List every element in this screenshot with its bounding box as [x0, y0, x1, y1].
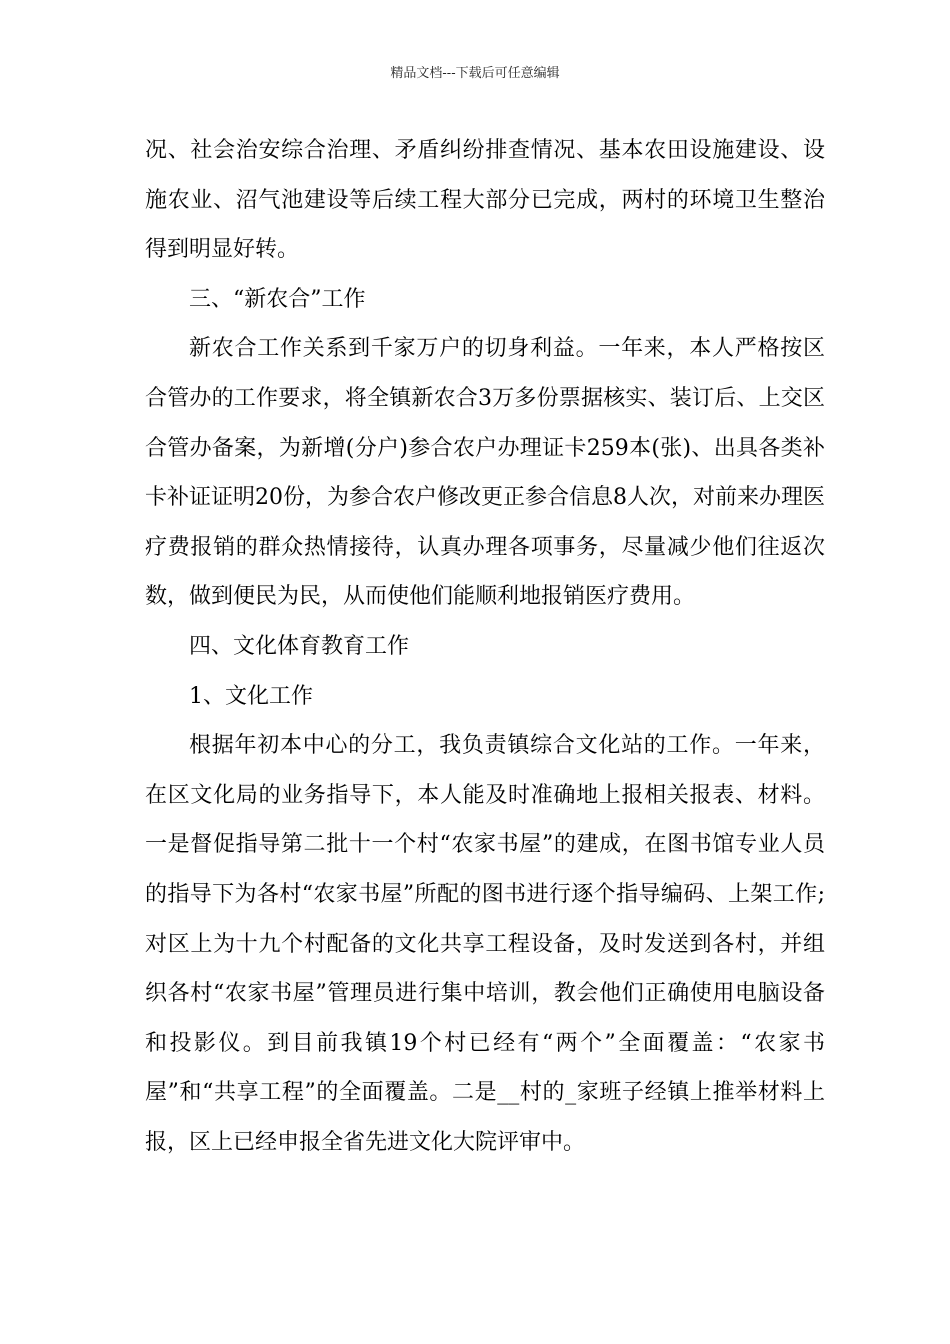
- section-heading-culture-sports-education: 四、文化体育教育工作: [189, 633, 410, 659]
- paragraph-new-rural-cooperative: 新农合工作关系到千家万户的切身利益。一年来，本人严格按区合管办的工作要求，将全镇新农合3万多份票据核实、装订后、上交区合管办备案，为新增(分户)参合农户办理证卡259本(张)、出具各类补卡补证证明20份，为参合农户修改更正参合信息8人次，对前来办理医疗费报销的群众热情接待，认真办理各项事务，尽量减少他们往返次数，做到便民为民，从而使他们能顺利地报销医疗费用。: [145, 336, 825, 610]
- document-body: [145, 126, 825, 1167]
- page-header: 精品文档---下载后可任意编辑: [390, 66, 560, 81]
- paragraph-culture-work: 根据年初本中心的分工，我负责镇综合文化站的工作。一年来，在区文化局的业务指导下，本人能及时准确地上报相关报表、材料。一是督促指导第二批十一个村“农家书屋”的建成，在图书馆专业人员的指导下为各村“农家书屋”所配的图书进行逐个指导编码、上架工作;对区上为十九个村配备的文化共享工程设备，及时发送到各村，并组织各村“农家书屋”管理员进行集中培训，教会他们正确使用电脑设备和投影仪。到目前我镇19个村已经有“两个”全面覆盖：“农家书屋”和“共享工程”的全面覆盖。二是__村的_家班子经镇上推举材料上报，区上已经申报全省先进文化大院评审中。: [145, 733, 825, 1155]
- section-heading-new-rural-cooperative: 三、“新农合”工作: [189, 286, 366, 312]
- paragraph-continuation: 况、社会治安综合治理、矛盾纠纷排查情况、基本农田设施建设、设施农业、沼气池建设等后续工程大部分已完成，两村的环境卫生整治得到明显好转。: [145, 138, 825, 263]
- subsection-heading-culture-work: 1、文化工作: [189, 683, 313, 709]
